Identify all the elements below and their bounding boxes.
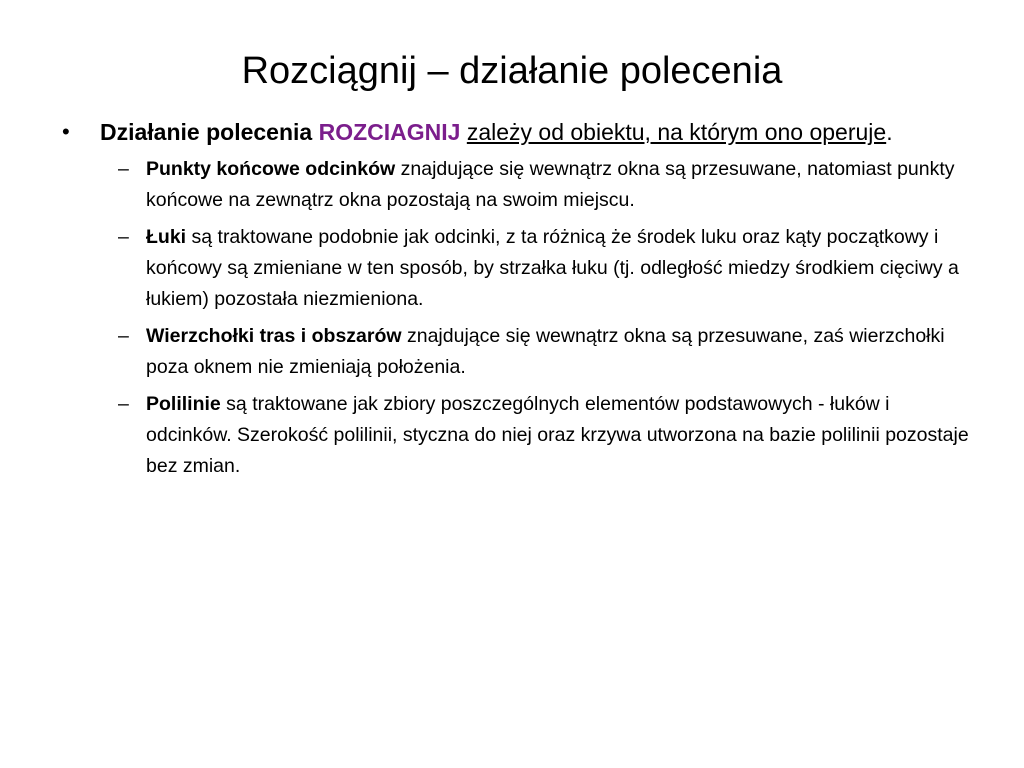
slide-title: Rozciągnij – działanie polecenia (241, 50, 783, 92)
sub-item-vertices (118, 321, 970, 383)
sub-item-bold: Polilinie (146, 393, 221, 415)
slide-content (60, 114, 970, 488)
sub-item-text: są traktowane podobnie jak odcinki, z ta różnicą że środek luku oraz kąty początkowy i końcowy są zmieniane w ten sposób, by strzałka łuku (tj. odległość miedzy środkiem cięciwy a łukiem) pozostała niezmieniona. (146, 226, 959, 310)
sub-item-text: znajdujące się wewnątrz okna są przesuwane, natomiast punkty końcowe na zewnątrz okna pozostają na swoim miejscu. (146, 158, 955, 211)
sub-item-bold: Punkty końcowe odcinków (146, 158, 396, 180)
sub-item-bold: Łuki (146, 226, 187, 248)
dash-marker: – (118, 393, 129, 415)
bullet-marker: • (62, 119, 70, 144)
sub-item-polylines (118, 389, 970, 482)
dash-marker: – (118, 158, 129, 180)
sub-item-text: są traktowane jak zbiory poszczególnych elementów podstawowych - łuków i odcinków. Szerokość polilinii, styczna do niej oraz krzywa utworzona na bazie polilinii pozostaje bez zmian. (146, 393, 969, 477)
main-bullet (60, 114, 970, 150)
dash-marker: – (118, 226, 129, 248)
sub-list (60, 154, 970, 482)
main-bullet-bold-text: Działanie polecenia (100, 119, 313, 145)
sub-item-arcs (118, 222, 970, 315)
main-bullet-trailing: . (886, 119, 893, 145)
sub-item-endpoints (118, 154, 970, 216)
sub-item-text: znajdujące się wewnątrz okna są przesuwane, zaś wierzchołki poza oknem nie zmieniają położenia. (146, 325, 945, 378)
dash-marker: – (118, 325, 129, 347)
main-bullet-underlined-text: zależy od obiektu, na którym ono operuje (466, 119, 887, 145)
command-name: ROZCIAGNIJ (318, 119, 461, 145)
sub-item-bold: Wierzchołki tras i obszarów (146, 325, 402, 347)
